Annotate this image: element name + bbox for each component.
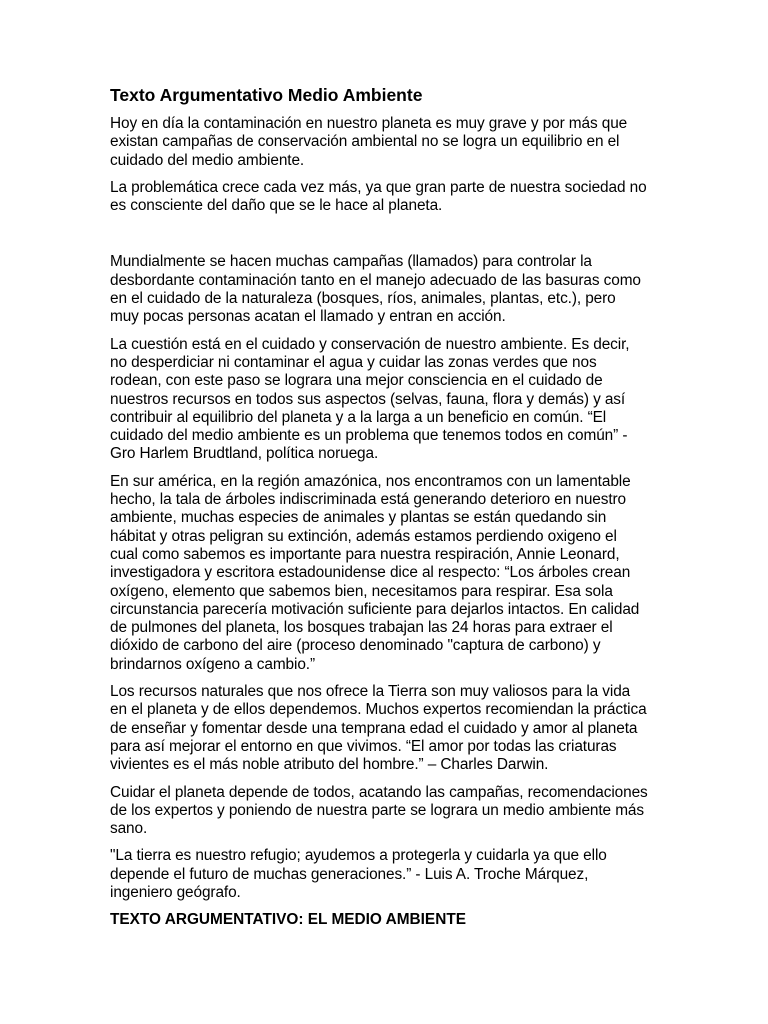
paragraph-conclusion: Cuidar el planeta depende de todos, acatando las campañas, recomendaciones de los expertos y poniendo de nuestra parte se lograra un medio ambiente más sano. bbox=[110, 783, 648, 838]
document-title: Texto Argumentativo Medio Ambiente bbox=[110, 85, 423, 105]
paragraph-amazon: En sur américa, en la región amazónica, nos encontramos con un lamentable hecho, la tala de árboles indiscriminada está generando deterioro en nuestro ambiente, muchas especies de animales y plantas se están quedando sin hábitat y otras peligran su extinción, además estamos perdiendo oxigeno el cual como sabemos es importante para nuestra respiración, Annie Leonard, investigadora y escritora estadounidense dice al respecto: “Los árboles crean oxígeno, elemento que sabemos bien, necesitamos para respirar. Esa sola circunstancia parecería motivación suficiente para dejarlos intactos. En calidad de pulmones del planeta, los bosques trabajan las 24 horas para extraer el dióxido de carbono del aire (proceso denominado "captura de carbono) y brindarnos oxígeno a cambio.” bbox=[110, 472, 640, 673]
paragraph-resources: Los recursos naturales que nos ofrece la Tierra son muy valiosos para la vida en el planeta y de ellos dependemos. Muchos expertos recomiendan la práctica de enseñar y fomentar desde una temprana edad el cuidado y amor al planeta para así mejorar el entorno en que vivimos. “El amor por todas las criaturas vivientes es el más noble atributo del hombre.” – Charles Darwin. bbox=[110, 683, 647, 774]
paragraph-quote: "La tierra es nuestro refugio; ayudemos a protegerla y cuidarla ya que ello depende el futuro de muchas generaciones.” - Luis A. Troche Márquez, ingeniero geógrafo. bbox=[110, 847, 607, 901]
paragraph-problem: La problemática crece cada vez más, ya que gran parte de nuestra sociedad no es consciente del daño que se le hace al planeta. bbox=[110, 178, 647, 215]
paragraph-conservation: La cuestión está en el cuidado y conservación de nuestro ambiente. Es decir, no desperdiciar ni contaminar el agua y cuidar las zonas verdes que nos rodean, con este paso se lograra una mejor consciencia en el cuidado de nuestros recursos en todos sus aspectos (selvas, fauna, flora y demás) y así contribuir al equilibrio del planeta y a la larga a un beneficio en común. “El cuidado del medio ambiente es un problema que tenemos todos en común” - Gro Harlem Brudtland, política noruega. bbox=[110, 335, 630, 463]
paragraph-intro: Hoy en día la contaminación en nuestro planeta es muy grave y por más que existan campañas de conservación ambiental no se logra un equilibrio en el cuidado del medio ambiente. bbox=[110, 115, 628, 169]
document-page bbox=[110, 84, 655, 930]
paragraph-campaigns: Mundialmente se hacen muchas campañas (llamados) para controlar la desbordante contaminación tanto en el manejo adecuado de las basuras como en el cuidado de la naturaleza (bosques, ríos, animales, plantas, etc.), pero muy pocas personas acatan el llamado y entran en acción. bbox=[110, 253, 641, 326]
footer-heading: TEXTO ARGUMENTATIVO: EL MEDIO AMBIENTE bbox=[110, 911, 466, 929]
